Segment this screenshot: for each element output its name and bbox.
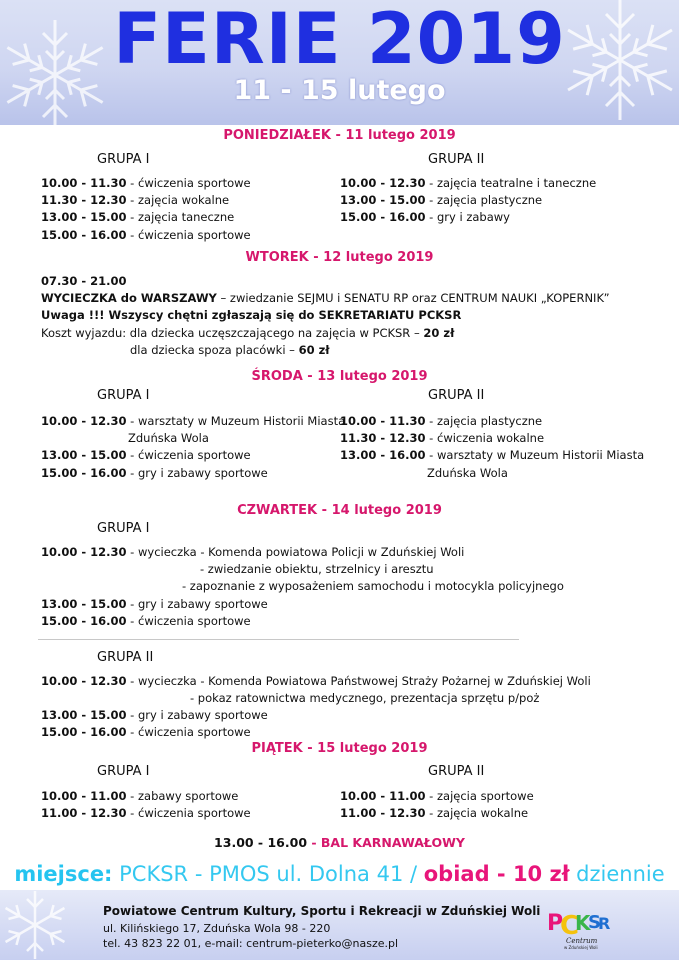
schedule-row: 10.00 - 11.30 - zajęcia plastyczne [340, 414, 543, 428]
trip-cost: dla dziecka spoza placówki – 60 zł [130, 343, 330, 357]
group-label: GRUPA I [97, 388, 150, 403]
day-heading-wednesday: ŚRODA - 13 lutego 2019 [251, 369, 428, 384]
schedule-row: 10.00 - 12.30 - zajęcia teatralne i taneczne [340, 176, 597, 190]
schedule-row: 13.00 - 15.00 - ćwiczenia sportowe [41, 448, 251, 462]
poster-subtitle: 11 - 15 lutego [233, 75, 446, 106]
schedule-row: 13.00 - 15.00 - gry i zabawy sportowe [41, 597, 268, 611]
schedule-row: 15.00 - 16.00 - ćwiczenia sportowe [41, 725, 251, 739]
schedule-row: 10.00 - 12.30 - wycieczka - Komenda powiatowa Policji w Zduńskiej Woli [41, 545, 465, 559]
day-heading-tuesday: WTOREK - 12 lutego 2019 [245, 250, 434, 265]
schedule-row: 10.00 - 11.00 - zajęcia sportowe [340, 789, 534, 803]
divider [38, 639, 519, 640]
schedule-row: 13.00 - 15.00 - gry i zabawy sportowe [41, 708, 268, 722]
day-heading-monday: PONIEDZIAŁEK - 11 lutego 2019 [223, 128, 456, 143]
group-label: GRUPA II [428, 152, 485, 167]
svg-text:S: S [588, 912, 601, 933]
schedule-row: 13.00 - 15.00 - zajęcia plastyczne [340, 193, 543, 207]
group-label: GRUPA II [428, 388, 485, 403]
schedule-row: 11.30 - 12.30 - ćwiczenia wokalne [340, 431, 545, 445]
group-label: GRUPA I [97, 152, 150, 167]
schedule-row: 15.00 - 16.00 - gry i zabawy [340, 210, 510, 224]
snowflake-footer-icon [0, 885, 80, 965]
schedule-row: 15.00 - 16.00 - ćwiczenia sportowe [41, 228, 251, 242]
schedule-row: 10.00 - 12.30 - warsztaty w Muzeum Historii Miasta [41, 414, 346, 428]
svg-text:C: C [560, 911, 580, 941]
pcksr-logo-icon [546, 904, 611, 950]
trip-description: WYCIECZKA do WARSZAWY – zwiedzanie SEJMU i SENATU RP oraz CENTRUM NAUKI „KOPERNIK” [41, 291, 610, 305]
schedule-row: 15.00 - 16.00 - ćwiczenia sportowe [41, 614, 251, 628]
trip-time: 07.30 - 21.00 [41, 274, 127, 288]
schedule-row: Zduńska Wola [427, 466, 508, 480]
group-label: GRUPA II [97, 650, 154, 665]
schedule-row: - zwiedzanie obiektu, strzelnicy i aresztu [200, 562, 434, 576]
header-banner [0, 0, 679, 125]
schedule-row: - zapoznanie z wyposażeniem samochodu i motocykla policyjnego [182, 579, 564, 593]
poster-title: FERIE 2019 [113, 0, 566, 80]
group-label: GRUPA I [97, 764, 150, 779]
footer [0, 890, 679, 960]
organization-name: Powiatowe Centrum Kultury, Sportu i Rekreacji w Zduńskiej Woli [103, 904, 541, 918]
svg-text:R: R [598, 914, 611, 933]
group-label: GRUPA I [97, 521, 150, 536]
day-heading-friday: PIĄTEK - 15 lutego 2019 [251, 741, 428, 756]
svg-text:w Zduńskiej Woli: w Zduńskiej Woli [564, 945, 598, 950]
schedule-row: 10.00 - 11.00 - zabawy sportowe [41, 789, 239, 803]
organization-address: ul. Kilińskiego 17, Zduńska Wola 98 - 220 [103, 922, 331, 935]
svg-text:Centrum: Centrum [566, 937, 598, 945]
organization-contact: tel. 43 823 22 01, e-mail: centrum-pieterko@nasze.pl [103, 937, 399, 950]
schedule-row: 11.30 - 12.30 - zajęcia wokalne [41, 193, 230, 207]
svg-text:P: P [547, 911, 564, 936]
schedule-row: 11.00 - 12.30 - ćwiczenia sportowe [41, 806, 251, 820]
trip-notice: Uwaga !!! Wszyscy chętni zgłaszają się do SEKRETARIATU PCKSR [41, 308, 462, 322]
carnival-ball: 13.00 - 16.00 - BAL KARNAWAŁOWY [214, 835, 465, 850]
venue-line: miejsce: PCKSR - PMOS ul. Dolna 41 / obiad - 10 zł dziennie [14, 862, 665, 886]
schedule-row: 10.00 - 11.30 - ćwiczenia sportowe [41, 176, 251, 190]
schedule-row: 11.00 - 12.30 - zajęcia wokalne [340, 806, 529, 820]
day-heading-thursday: CZWARTEK - 14 lutego 2019 [237, 503, 442, 518]
schedule-row: 10.00 - 12.30 - wycieczka - Komenda Powiatowa Państwowej Straży Pożarnej w Zduńskiej Woli [41, 674, 591, 688]
svg-text:K: K [575, 911, 591, 935]
schedule-row: 15.00 - 16.00 - gry i zabawy sportowe [41, 466, 268, 480]
schedule-row: Zduńska Wola [128, 431, 209, 445]
trip-cost: Koszt wyjazdu: dla dziecka uczęszczającego na zajęcia w PCKSR – 20 zł [41, 326, 455, 340]
schedule-row: - pokaz ratownictwa medycznego, prezentacja sprzętu p/poż [190, 691, 540, 705]
schedule-row: 13.00 - 15.00 - zajęcia taneczne [41, 210, 235, 224]
group-label: GRUPA II [428, 764, 485, 779]
schedule-row: 13.00 - 16.00 - warsztaty w Muzeum Historii Miasta [340, 448, 645, 462]
